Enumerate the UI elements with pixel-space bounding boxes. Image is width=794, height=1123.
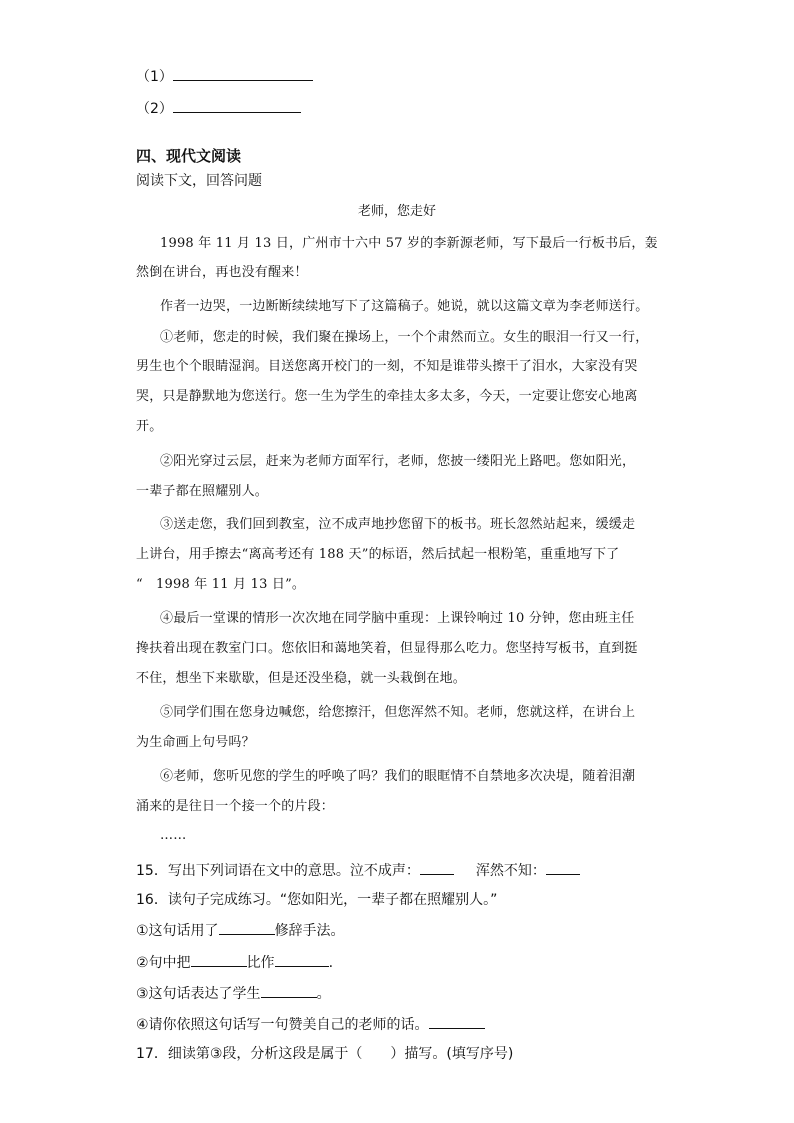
question-17-text: 17．细读第③段，分析这段是属于（ ）描写。(填写序号): [136, 1046, 514, 1062]
answer-line-1: [136, 66, 313, 87]
question-16-4: [136, 1014, 485, 1035]
article-line: ②阳光穿过云层，赶来为老师方面军行，老师，您披一缕阳光上路吧。您如阳光，: [160, 454, 636, 469]
question-16-2-suffix: .: [328, 955, 334, 971]
article-ellipsis: ……: [160, 828, 187, 843]
question-16-3-prefix: ③这句话表达了学生: [136, 986, 261, 1002]
article-title: 老师，您走好: [357, 204, 436, 219]
article-line: ⑥老师，您听见您的学生的呼唤了吗？我们的眼眶情不自禁地多次决堤，随着泪潮: [160, 769, 636, 784]
question-16-4-blank[interactable]: [429, 1014, 485, 1029]
article-line: 上讲台，用手擦去“离高考还有 188 天”的标语，然后拭起一根粉笔，重重地写下了: [136, 547, 620, 562]
article-line: 作者一边哭，一边断断续续地写下了这篇稿子。她说，就以这篇文章为李老师送行。: [160, 299, 649, 314]
section-heading: 四、现代文阅读: [136, 147, 242, 165]
question-16-2-blank-2[interactable]: [275, 952, 329, 967]
question-15-blank-2[interactable]: [546, 860, 580, 875]
article-line: 搀扶着出现在教室门口。您依旧和蔼地笑着，但显得那么吃力。您坚持写板书，直到挺: [136, 641, 638, 656]
question-16-1-blank[interactable]: [219, 920, 275, 935]
question-16-2-blank-1[interactable]: [191, 952, 247, 967]
answer-label-2: （2）: [136, 101, 173, 117]
article-line: 涌来的是往日一个接一个的片段：: [136, 799, 335, 814]
question-16-2-prefix: ②句中把: [136, 955, 191, 971]
article-line: 开。: [136, 419, 163, 434]
article-line: ①老师，您走的时候，我们聚在操场上，一个个肃然而立。女生的眼泪一行又一行，: [160, 330, 649, 345]
answer-blank-1[interactable]: [173, 66, 313, 81]
article-line: 为生命画上句号吗？: [136, 735, 255, 750]
question-16-3: [136, 983, 331, 1004]
question-16-3-suffix: 。: [316, 986, 331, 1002]
article-line: ⑤同学们围在您身边喊您，给您擦汗，但您浑然不知。老师，您就这样，在讲台上: [160, 705, 636, 720]
article-line: “ 1998 年 11 月 13 日”。: [136, 577, 306, 592]
article-line: 然倒在讲台，再也没有醒来！: [136, 265, 308, 280]
article-line: 男生也个个眼睛湿润。目送您离开校门的一刻，不知是谁带头擦干了泪水，大家没有哭: [136, 359, 638, 374]
question-15-part2: 浑然不知：: [475, 863, 546, 879]
question-15-blank-1[interactable]: [420, 860, 454, 875]
question-16-1-prefix: ①这句话用了: [136, 923, 219, 939]
answer-line-2: [136, 98, 301, 119]
article-line: 哭，只是静默地为您送行。您一生为学生的牵挂太多太多，今天，一定要让您安心地离: [136, 389, 638, 404]
question-15: [136, 860, 580, 881]
question-16-2-mid: 比作: [246, 955, 275, 971]
section-instruction: 阅读下文，回答问题: [136, 173, 262, 189]
question-16-4-text: ④请你依照这句话写一句赞美自己的老师的话。: [136, 1017, 429, 1033]
article-line: ③送走您，我们回到教室，泣不成声地抄您留下的板书。班长忽然站起来，缓缓走: [160, 517, 636, 532]
article-line: 一辈子都在照耀别人。: [136, 484, 269, 499]
article-line: 不住，想坐下来歇歇，但是还没坐稳，就一头栽倒在地。: [136, 671, 467, 686]
question-16-2: [136, 952, 333, 973]
question-16-3-blank[interactable]: [261, 983, 317, 998]
answer-blank-2[interactable]: [173, 98, 301, 113]
article-line: 1998 年 11 月 13 日，广州市十六中 57 岁的李新源老师，写下最后一行板书后，轰: [160, 236, 658, 251]
question-15-text: 15．写出下列词语在文中的意思。泣不成声：: [136, 863, 420, 879]
question-16-1: [136, 920, 345, 941]
article-line: ④最后一堂课的情形一次次地在同学脑中重现：上课铃响过 10 分钟，您由班主任: [160, 611, 635, 626]
answer-label-1: （1）: [136, 69, 173, 85]
question-16-text: 16．读句子完成练习。“您如阳光，一辈子都在照耀别人。”: [136, 892, 498, 908]
question-16-1-suffix: 修辞手法。: [274, 923, 345, 939]
